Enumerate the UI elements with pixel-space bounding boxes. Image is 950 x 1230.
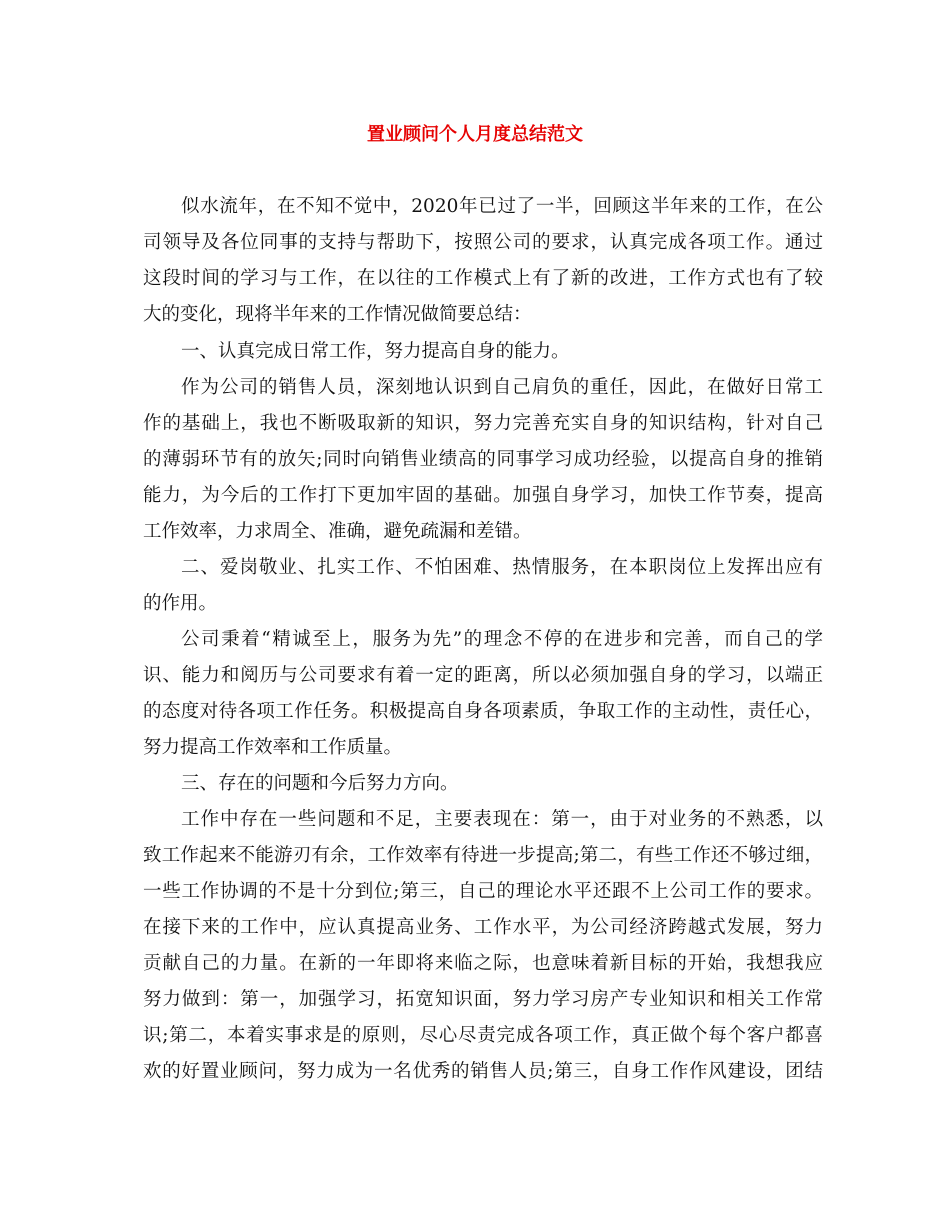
- paragraph-line: 努力做到：第一，加强学习，拓宽知识面，努力学习房产专业知识和相关工作常: [143, 989, 823, 1010]
- section-heading: 三、存在的问题和今后努力方向。: [181, 773, 459, 794]
- paragraph-line: 大的变化，现将半年来的工作情况做简要总结：: [143, 304, 532, 325]
- paragraph-line: 努力提高工作效率和工作质量。: [143, 737, 403, 758]
- paragraph-line: 这段时间的学习与工作，在以往的工作模式上有了新的改进，工作方式也有了较: [143, 268, 823, 289]
- paragraph-line: 欢的好置业顾问，努力成为一名优秀的销售人员;第三，自身工作作风建设，团结: [143, 1061, 823, 1082]
- paragraph-line: 作的基础上，我也不断吸取新的知识，努力完善充实自身的知识结构，针对自己: [143, 413, 823, 434]
- paragraph-line: 能力，为今后的工作打下更加牢固的基础。加强自身学习，加快工作节奏，提高: [143, 485, 823, 506]
- paragraph-line: 司领导及各位同事的支持与帮助下，按照公司的要求，认真完成各项工作。通过: [143, 232, 823, 253]
- paragraph-line: 作为公司的销售人员，深刻地认识到自己肩负的重任，因此，在做好日常工: [181, 377, 823, 398]
- paragraph-line: 识、能力和阅历与公司要求有着一定的距离，所以必须加强自身的学习，以端正: [143, 665, 823, 686]
- section-heading: 的作用。: [143, 593, 218, 614]
- paragraph-line: 公司秉着“精诚至上，服务为先”的理念不停的在进步和完善，而自己的学: [181, 629, 823, 650]
- paragraph-line: 工作中存在一些问题和不足，主要表现在：第一，由于对业务的不熟悉，以: [181, 809, 823, 830]
- paragraph-line: 贡献自己的力量。在新的一年即将来临之际，也意味着新目标的开始，我想我应: [143, 953, 823, 974]
- paragraph-line: 的薄弱环节有的放矢;同时向销售业绩高的同事学习成功经验，以提高自身的推销: [143, 449, 823, 470]
- section-heading: 一、认真完成日常工作，努力提高自身的能力。: [181, 341, 570, 362]
- paragraph-line: 一些工作协调的不是十分到位;第三，自己的理论水平还跟不上公司工作的要求。: [143, 881, 823, 902]
- paragraph-line: 工作效率，力求周全、准确，避免疏漏和差错。: [143, 521, 532, 542]
- paragraph-line: 致工作起来不能游刃有余，工作效率有待进一步提高;第二，有些工作还不够过细，: [143, 845, 823, 866]
- paragraph-line: 的态度对待各项工作任务。积极提高自身各项素质，争取工作的主动性，责任心，: [143, 701, 823, 722]
- paragraph-line: 似水流年，在不知不觉中，2020年已过了一半，回顾这半年来的工作，在公: [181, 196, 823, 217]
- paragraph-line: 识;第二，本着实事求是的原则，尽心尽责完成各项工作，真正做个每个客户都喜: [143, 1025, 823, 1046]
- section-heading: 二、爱岗敬业、扎实工作、不怕困难、热情服务，在本职岗位上发挥出应有: [181, 557, 823, 578]
- paragraph-line: 在接下来的工作中，应认真提高业务、工作水平，为公司经济跨越式发展，努力: [143, 917, 823, 938]
- document-title: 置业顾问个人月度总结范文: [367, 124, 583, 145]
